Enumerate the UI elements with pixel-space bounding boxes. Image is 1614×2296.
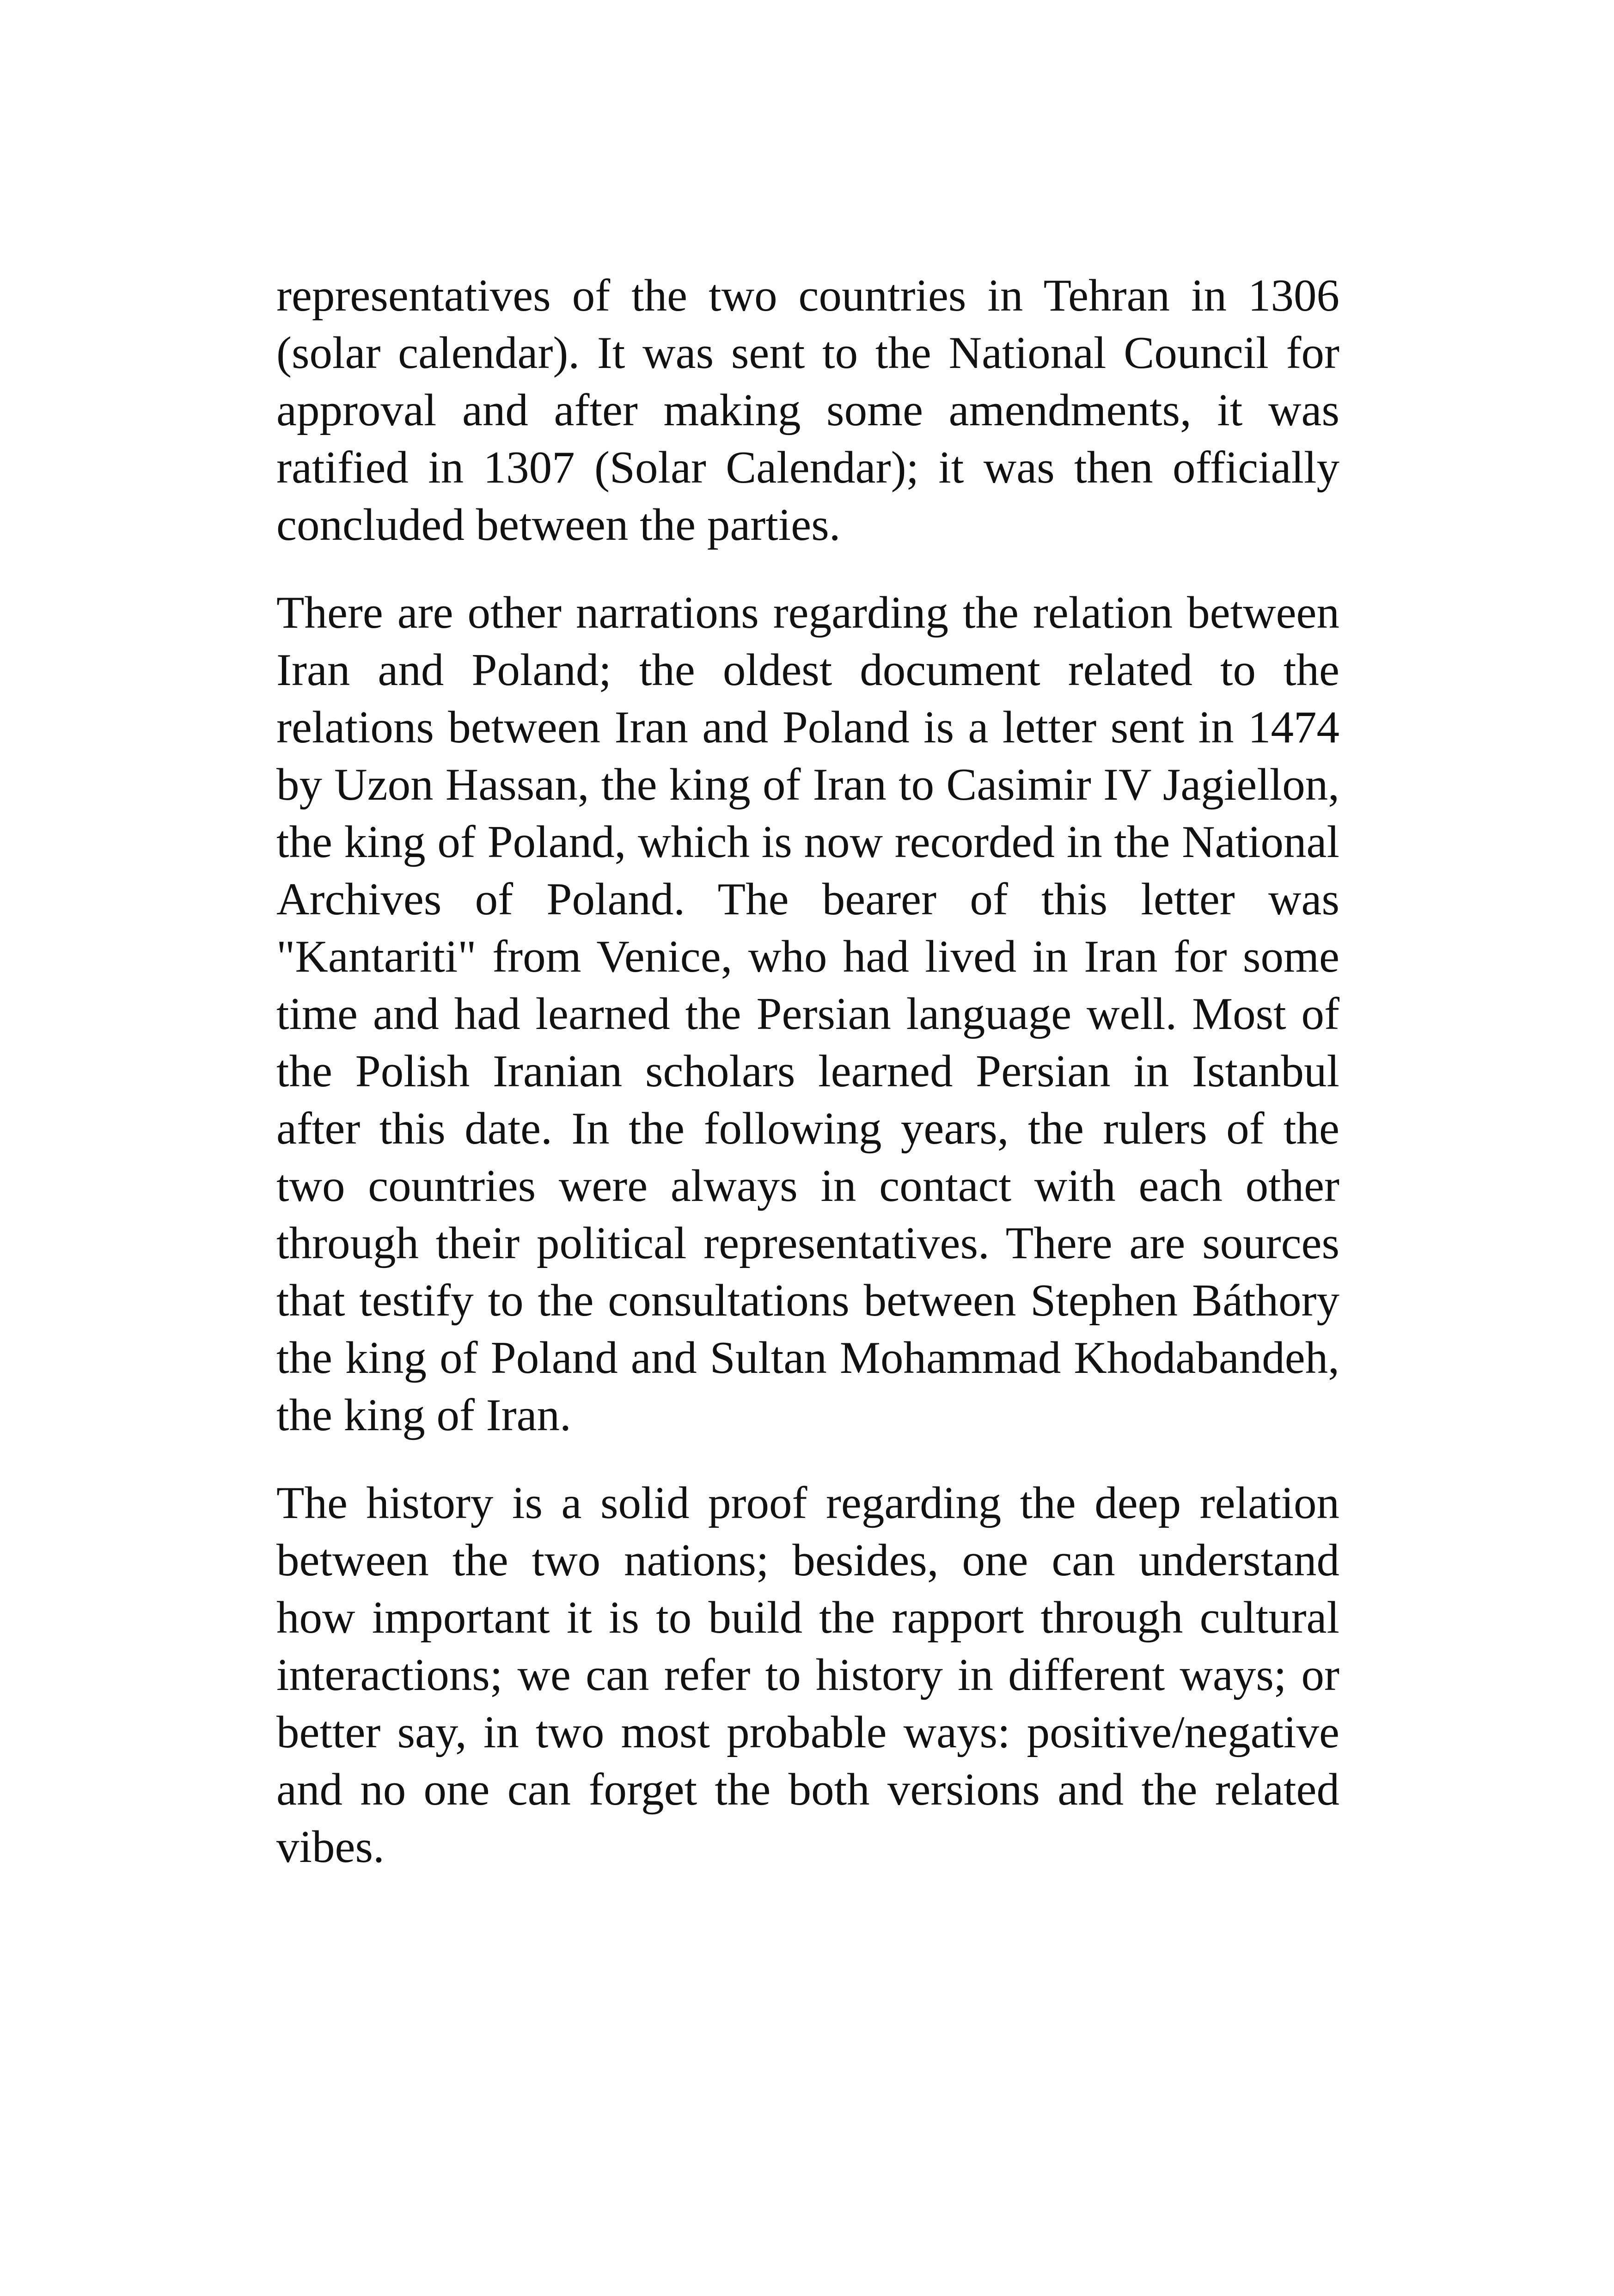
paragraph-1: representatives of the two countries in Tehran in 1306 (solar calendar). It was sent to the National Council for approval and after making some amendments, it was ratified in 1307 (Solar Calendar); it was then officially concluded between the parties. — [276, 270, 1339, 550]
body-text — [276, 267, 1339, 1876]
paragraph-2: There are other narrations regarding the relation between Iran and Poland; the oldest document related to the relations between Iran and Poland is a letter sent in 1474 by Uzon Hassan, the king of Iran to Casimir IV Jagiellon, the king of Poland, which is now recorded in the National Archives of Poland. The bearer of this letter was "Kantariti" from Venice, who had lived in Iran for some time and had learned the Persian language well. Most of the Polish Iranian scholars learned Persian in Istanbul after this date. In the following years, the rulers of the two countries were always in contact with each other through their political representatives. There are sources that testify to the consultations between Stephen Báthory the king of Poland and Sultan Mohammad Khodabandeh, the king of Iran. — [276, 588, 1339, 1440]
paragraph-3: The history is a solid proof regarding the deep relation between the two nations; besides, one can understand how important it is to build the rapport through cultural interactions; we can refer to history in different ways; or better say, in two most probable ways: positive/negative and no one can forget the both versions and the related vibes. — [276, 1478, 1339, 1872]
